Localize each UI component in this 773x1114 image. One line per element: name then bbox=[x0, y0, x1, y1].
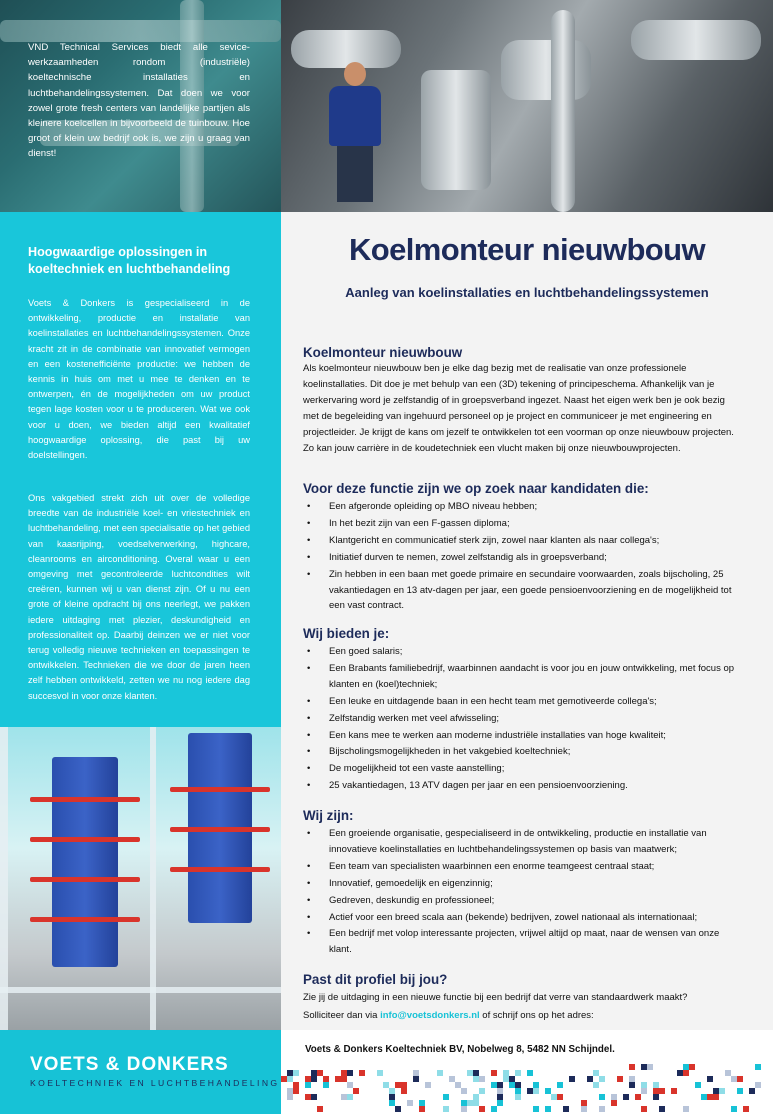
decor-pixel bbox=[611, 1100, 617, 1106]
decor-pixel bbox=[347, 1082, 353, 1088]
decor-pixel bbox=[755, 1064, 761, 1070]
decor-pixel bbox=[731, 1076, 737, 1082]
decor-pixel bbox=[347, 1094, 353, 1100]
decor-pixel bbox=[443, 1106, 449, 1112]
decor-pixel bbox=[323, 1082, 329, 1088]
section-heading-offer: Wij bieden je: bbox=[303, 626, 390, 641]
decor-pixel bbox=[749, 1088, 755, 1094]
decor-pixel bbox=[479, 1076, 485, 1082]
decor-pixel bbox=[311, 1076, 317, 1082]
decor-pixel bbox=[557, 1094, 563, 1100]
list-item: • De mogelijkheid tot een vaste aanstelling; bbox=[307, 763, 505, 775]
decor-pixel bbox=[557, 1082, 563, 1088]
decor-pixel bbox=[473, 1094, 479, 1100]
decor-pixel bbox=[653, 1094, 659, 1100]
section-heading-apply: Past dit profiel bij jou? bbox=[303, 972, 448, 987]
list-item: • Een team van specialisten waarbinnen een enorme teamgeest centraal staat; bbox=[307, 860, 655, 872]
apply-line-1: Zie jij de uitdaging in een nieuwe functie bij een bedrijf dat verre van standaardwerk maakt? bbox=[303, 992, 688, 1003]
decor-pixel bbox=[659, 1106, 665, 1112]
decor-pixel bbox=[533, 1088, 539, 1094]
decor-pixel bbox=[641, 1088, 647, 1094]
decor-pixel bbox=[515, 1082, 521, 1088]
decor-pixel bbox=[497, 1094, 503, 1100]
company-logo: VOETS & DONKERS bbox=[30, 1054, 229, 1075]
list-item: • Bijscholingsmogelijkheden in het vakgebied koeltechniek; bbox=[307, 746, 571, 758]
decor-pixel bbox=[491, 1070, 497, 1076]
requirements-list bbox=[303, 499, 743, 615]
decor-pixel bbox=[545, 1106, 551, 1112]
company-address: Voets & Donkers Koeltechniek BV, Nobelweg 8, 5482 NN Schijndel. bbox=[305, 1044, 615, 1055]
decor-pixel bbox=[293, 1070, 299, 1076]
decor-pixel bbox=[737, 1076, 743, 1082]
decor-pixel bbox=[659, 1088, 665, 1094]
list-item: • Zelfstandig werken met veel afwisseling; bbox=[307, 712, 500, 724]
role-description: Als koelmonteur nieuwbouw ben je elke dag bezig met de realisatie van onze professionele koelinstallaties. Dit doe je met behulp van een (3D) tekening of principeschema. Afhankelijk van je werkervaring word je zelfstandig of in groepsverband ingezet. Naast het eigen werk ben je ook bezig met de begeleiding van ingehuurd personeel op je project en communiceer je met engineering en projectleider. Je krijgt de kans om jezelf te ontwikkelen tot een voorman op onze nieuwbouw projecten. Zo kan jouw carrière in de koudetechniek een vlucht maken bij onze nieuwbouwprojecten. bbox=[303, 363, 734, 454]
list-item: • Een kans mee te werken aan moderne industriële installaties van hoge kwaliteit; bbox=[307, 729, 666, 741]
decor-pixel bbox=[713, 1094, 719, 1100]
left-heading: Hoogwaardige oplossingen in koeltechniek en luchtbehandeling bbox=[28, 245, 231, 276]
decor-pixel bbox=[347, 1070, 353, 1076]
decor-pixel bbox=[293, 1082, 299, 1088]
decor-pixel bbox=[527, 1070, 533, 1076]
decor-pixel bbox=[287, 1094, 293, 1100]
decor-pixel bbox=[695, 1082, 701, 1088]
decor-pixel bbox=[341, 1076, 347, 1082]
decor-pixel bbox=[623, 1094, 629, 1100]
decor-pixel bbox=[305, 1082, 311, 1088]
decor-pixel bbox=[743, 1106, 749, 1112]
list-item: • Klantgericht en communicatief sterk zijn, zowel naar klanten als naar collega's; bbox=[307, 534, 660, 546]
decor-pixel bbox=[629, 1082, 635, 1088]
decor-pixel bbox=[689, 1064, 695, 1070]
decor-pixel bbox=[425, 1082, 431, 1088]
decor-pixel bbox=[755, 1082, 761, 1088]
decor-pixel bbox=[407, 1100, 413, 1106]
decor-pixel bbox=[599, 1094, 605, 1100]
list-item: • Initiatief durven te nemen, zowel zelfstandig als in groepsverband; bbox=[307, 551, 607, 563]
intro-text: VND Technical Services biedt alle sevice-werkzaamheden rondom (industriële) koeltechnische installaties en luchtbehandelingssystemen. Dat doen we voor zowel grote fresh centers van landelijke partijen als kleinere koelcellen in bijvoorbeeld de tuinbouw. Hoe groot of klein uw bedrijf ook is, we zijn u graag van dienst! bbox=[28, 42, 250, 160]
left-paragraph-1: Voets & Donkers is gespecialiseerd in de ontwikkeling, productie en installatie van koelinstallaties en luchtbehandelingssystemen. Onze kracht zit in de combinatie van innovatief vermogen en een kostenefficiënte productie: we hebben de kennis in huis om met u mee te denken en te ontwerpen, én de mogelijkheden om uw product tegen lage kosten voor u te produceren. Wat we ook voor u doen, we bieden altijd een kwalitatief hoogwaardige oplossing, die past bij uw doelstellingen. bbox=[28, 298, 250, 461]
decor-pixel bbox=[311, 1094, 317, 1100]
decor-pixel bbox=[401, 1088, 407, 1094]
decor-pixel bbox=[461, 1106, 467, 1112]
decor-pixel bbox=[701, 1094, 707, 1100]
decor-pixel bbox=[527, 1088, 533, 1094]
decor-pixel bbox=[317, 1106, 323, 1112]
decor-pixel bbox=[635, 1094, 641, 1100]
decor-pixel bbox=[455, 1082, 461, 1088]
decor-pixel bbox=[683, 1070, 689, 1076]
company-logo-tagline: KOELTECHNIEK EN LUCHTBEHANDELING bbox=[30, 1078, 280, 1088]
decor-pixel bbox=[377, 1070, 383, 1076]
decor-pixel bbox=[353, 1088, 359, 1094]
offer-list bbox=[303, 644, 743, 795]
decor-pixel bbox=[395, 1106, 401, 1112]
decor-pixel bbox=[707, 1076, 713, 1082]
about-list bbox=[303, 826, 743, 959]
decor-pixel bbox=[581, 1106, 587, 1112]
page-title: Koelmonteur nieuwbouw bbox=[349, 232, 705, 267]
decor-pixel bbox=[599, 1106, 605, 1112]
decor-pixel bbox=[533, 1106, 539, 1112]
footer-pixel-pattern bbox=[281, 1030, 773, 1114]
decor-pixel bbox=[647, 1064, 653, 1070]
decor-pixel bbox=[467, 1100, 473, 1106]
list-item: • In het bezit zijn van een F-gassen diploma; bbox=[307, 517, 510, 529]
decor-pixel bbox=[461, 1088, 467, 1094]
decor-pixel bbox=[515, 1094, 521, 1100]
decor-pixel bbox=[491, 1106, 497, 1112]
decor-pixel bbox=[497, 1100, 503, 1106]
decor-pixel bbox=[617, 1076, 623, 1082]
decor-pixel bbox=[641, 1106, 647, 1112]
decor-pixel bbox=[503, 1076, 509, 1082]
list-item: • Een goed salaris; bbox=[307, 646, 403, 657]
list-item: • Een groeiende organisatie, gespecialiseerd in de ontwikkeling, productie en installatie van innovatieve koelinstallaties en luchtbehandelingssystemen op basis van maatwerk; bbox=[307, 828, 707, 855]
decor-pixel bbox=[683, 1064, 689, 1070]
decor-pixel bbox=[419, 1106, 425, 1112]
list-item: • Een leuke en uitdagende baan in een hecht team met gemotiveerde collega's; bbox=[307, 695, 657, 707]
decor-pixel bbox=[359, 1070, 365, 1076]
email-link[interactable]: info@voetsdonkers.nl bbox=[380, 1010, 480, 1021]
decor-pixel bbox=[719, 1088, 725, 1094]
decor-pixel bbox=[293, 1088, 299, 1094]
decor-pixel bbox=[599, 1076, 605, 1082]
list-item: • Een Brabants familiebedrijf, waarbinnen aandacht is voor jou en jouw ontwikkeling, met focus op klanten en (koel)techniek; bbox=[307, 662, 735, 690]
decor-pixel bbox=[551, 1094, 557, 1100]
list-item: • Gedreven, deskundig en professioneel; bbox=[307, 894, 495, 906]
section-heading-requirements: Voor deze functie zijn we op zoek naar kandidaten die: bbox=[303, 481, 649, 496]
list-item: • 25 vakantiedagen, 13 ATV dagen per jaar en een pensioenvoorziening. bbox=[307, 780, 628, 792]
list-item: • Innovatief, gemoedelijk en eigenzinnig; bbox=[307, 877, 493, 889]
decor-pixel bbox=[677, 1070, 683, 1076]
section-heading-role: Koelmonteur nieuwbouw bbox=[303, 345, 463, 360]
left-paragraph-2: Ons vakgebied strekt zich uit over de volledige breedte van de industriële koel- en vriestechniek en luchtbehandeling, met een specialisatie op het gebied van kaasrijping, voedselverwerking, highcare, cleanrooms en airconditioning. Overal waar u een omgeving met gecontroleerde luchtcondities wilt creëren, kunnen wij u van dienst zijn. Of u nu een grote of kleine opdracht bij ons neerlegt, we pakken iedere uitdaging met plezier, deskundigheid en professionaliteit op. Daarbij deinzen we er niet voor terug volledig nieuwe technieken en toepassingen te ontwikkelen. Technieken die we door de jaren heen zelf hebben ontwikkeld, zetten we nu nog iedere dag succesvol in voor onze klanten. bbox=[28, 493, 250, 701]
technician-photo bbox=[281, 0, 773, 212]
apply-line-2: Solliciteer dan via info@voetsdonkers.nl of schrijf ons op het adres: bbox=[303, 1010, 594, 1021]
decor-pixel bbox=[671, 1088, 677, 1094]
section-heading-about: Wij zijn: bbox=[303, 808, 354, 823]
decor-pixel bbox=[389, 1088, 395, 1094]
list-item: • Zin hebben in een baan met goede primaire en secundaire voorwaarden, zoals bijscholing, 25 vakantiedagen en 13 atv-dagen per jaar, een goede pensioenvoorziening en de mogelijkheid tot een vast contract. bbox=[307, 568, 732, 612]
decor-pixel bbox=[287, 1070, 293, 1076]
decor-pixel bbox=[479, 1106, 485, 1112]
decor-pixel bbox=[515, 1070, 521, 1076]
decor-pixel bbox=[389, 1094, 395, 1100]
decor-pixel bbox=[413, 1076, 419, 1082]
decor-pixel bbox=[479, 1088, 485, 1094]
decor-pixel bbox=[437, 1070, 443, 1076]
decor-pixel bbox=[737, 1088, 743, 1094]
heat-exchanger-photo bbox=[0, 727, 281, 1030]
decor-pixel bbox=[593, 1082, 599, 1088]
list-item: • Actief voor een breed scala aan (bekende) bedrijven, zowel nationaal als internationaal; bbox=[307, 911, 698, 923]
list-item: • Een afgeronde opleiding op MBO niveau hebben; bbox=[307, 501, 538, 512]
decor-pixel bbox=[461, 1100, 467, 1106]
decor-pixel bbox=[683, 1106, 689, 1112]
decor-pixel bbox=[731, 1106, 737, 1112]
decor-pixel bbox=[563, 1106, 569, 1112]
list-item: • Een bedrijf met volop interessante projecten, vrijwel altijd op maat, naar de wensen van onze klant. bbox=[307, 928, 720, 956]
decor-pixel bbox=[449, 1076, 455, 1082]
decor-pixel bbox=[629, 1064, 635, 1070]
decor-pixel bbox=[569, 1076, 575, 1082]
page-subtitle: Aanleg van koelinstallaties en luchtbehandelingssystemen bbox=[345, 285, 709, 300]
technician-figure bbox=[329, 62, 381, 202]
decor-pixel bbox=[491, 1082, 497, 1088]
decor-pixel bbox=[443, 1094, 449, 1100]
